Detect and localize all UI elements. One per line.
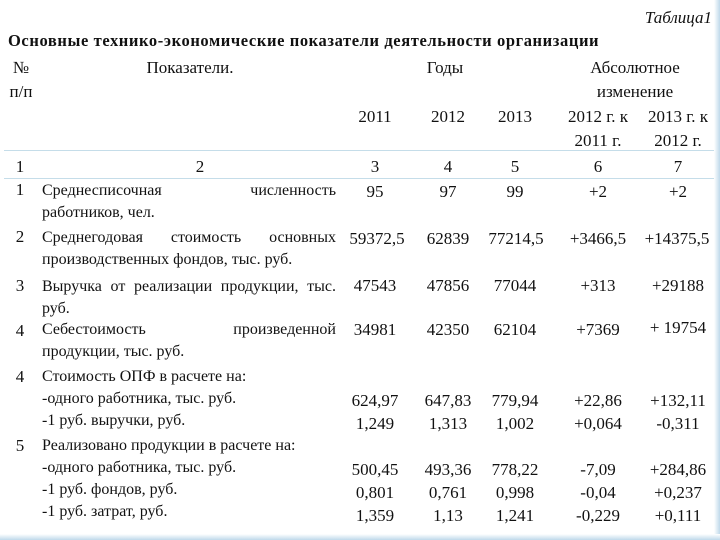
change-2012-vs-2011: +2 [588,182,608,201]
value-2012: 647,83 [424,391,472,410]
change-2013-vs-2012: +0,111 [654,506,702,525]
value-2012: 1,13 [433,506,463,525]
header-years: Годы [426,58,464,77]
change-2013-vs-2012: +0,237 [654,483,702,502]
value-2013: 77214,5 [488,229,544,248]
header-year-2012: 2012 [431,107,465,126]
value-2013: 778,22 [491,460,539,479]
column-number: 7 [673,157,683,176]
change-2012-vs-2011: +0,064 [574,414,622,433]
value-2011: 95 [366,182,384,201]
row-label-part: произведенной [233,321,336,338]
value-2013: 0,998 [495,483,535,502]
table-rule [4,178,716,179]
row-label: Среднегодовая стоимость основных производственных фондов, тыс. руб. [42,229,336,268]
row-number: 4 [15,367,25,386]
header-change-2013: 2012 г. [654,131,702,150]
change-2013-vs-2012: +284,86 [649,460,707,479]
row-label [42,319,336,341]
change-2013-vs-2012: +132,11 [650,391,706,410]
row-label-part: численность [250,182,336,199]
row-label-part: Себестоимость [42,321,146,338]
value-2012: 47856 [426,276,470,295]
header-abs-change: изменение [596,82,674,101]
column-number: 4 [443,157,453,176]
value-2013: 1,241 [495,506,535,525]
row-label: -одного работника, тыс. руб. [42,390,237,407]
value-2012: 42350 [426,320,470,339]
header-num: № [12,58,30,77]
change-2012-vs-2011: -0,229 [576,506,620,525]
change-2012-vs-2011: -7,09 [580,460,616,479]
row-label: продукции, тыс. руб. [42,343,185,360]
change-2013-vs-2012: +2 [668,182,688,201]
row-label: -одного работника, тыс. руб. [42,459,237,476]
header-indicators: Показатели. [146,58,234,77]
value-2012: 97 [439,182,457,201]
row-label: Реализовано продукции в расчете на: [42,437,296,454]
value-2012: 1,313 [428,414,468,433]
change-2012-vs-2011: +313 [580,276,616,295]
row-label [42,180,336,202]
header-change-2012: 2012 г. к [567,107,629,126]
change-2012-vs-2011: +7369 [576,320,620,339]
header-change-2013: 2013 г. к [647,107,709,126]
header-num: п/п [9,82,33,101]
page-edge-shadow [0,534,720,540]
row-number: 4 [15,321,25,340]
row-label: -1 руб. выручки, руб. [42,412,186,429]
change-2012-vs-2011: +22,86 [574,391,622,410]
value-2011: 1,359 [355,506,395,525]
row-number: 3 [15,276,25,295]
change-2012-vs-2011: +3466,5 [569,229,627,248]
change-2013-vs-2012: +29188 [651,276,705,295]
value-2011: 0,801 [355,483,395,502]
value-2012: 0,761 [428,483,468,502]
value-2013: 77044 [493,276,537,295]
column-number: 3 [370,157,380,176]
header-change-2012: 2011 г. [574,131,622,150]
value-2012: 62839 [426,229,470,248]
value-2011: 47543 [353,276,397,295]
table-caption: Таблица1 [644,8,712,27]
value-2011: 34981 [353,320,397,339]
value-2011: 500,45 [351,460,399,479]
value-2012: 493,36 [424,460,472,479]
row-label: Выручка от реализации продукции, тыс. руб. [42,278,336,317]
value-2011: 624,97 [351,391,399,410]
value-2013: 99 [506,182,524,201]
page-title: Основные технико-экономические показатели деятельности организации [8,31,600,50]
change-2012-vs-2011: -0,04 [580,483,616,502]
row-label: -1 руб. фондов, руб. [42,481,178,498]
value-2013: 1,002 [495,414,535,433]
change-2013-vs-2012: + 19754 [649,318,707,337]
row-number: 5 [15,436,25,455]
column-number: 1 [15,157,25,176]
change-2013-vs-2012: -0,311 [656,414,700,433]
value-2011: 59372,5 [349,229,405,248]
column-number: 6 [593,157,603,176]
row-label: Стоимость ОПФ в расчете на: [42,368,247,385]
row-number: 1 [15,180,25,199]
header-abs-change: Абсолютное [590,58,680,77]
change-2013-vs-2012: +14375,5 [644,229,710,248]
value-2013: 779,94 [491,391,539,410]
value-2013: 62104 [493,320,537,339]
value-2011: 1,249 [355,414,395,433]
header-year-2013: 2013 [498,107,532,126]
row-label-part: Среднесписочная [42,182,162,199]
page-edge-shadow [714,0,720,540]
row-label: работников, чел. [42,204,155,221]
column-number: 2 [195,157,205,176]
column-number: 5 [510,157,520,176]
header-year-2011: 2011 [358,107,392,126]
row-label: -1 руб. затрат, руб. [42,503,168,520]
row-number: 2 [15,227,25,246]
